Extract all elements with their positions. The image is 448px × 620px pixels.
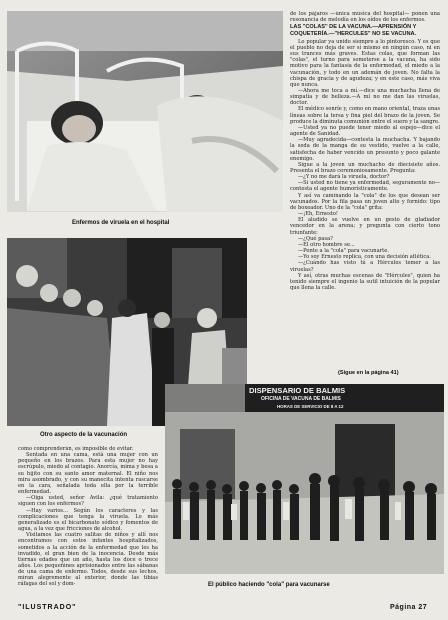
right-text-column [290,11,440,365]
sign-line-1: DISPENSARIO DE BALMIS [249,386,346,395]
paragraph: El médico sonríe y, como en mano oriental, traza unas líneas sobre la tersa y fina piel del brazo de la joven. Se produce la diminuta comunión entre el suero y la sangre. [290,106,440,125]
caption-hospital: Enfermos de viruela en el hospital [72,220,170,226]
paragraph: Lo popular ya unido siempre a lo pintoresco. Y es que el pueblo no deja de ser sí mismo en ningún caso, ni en sus trances más graves. Estas colas, que forman las "colas", el turno para someterse a la vacuna, ha sido motivo para la fantasía de la enfermedad, el miedo a la vacunación, y todo en un ademán de joven. No falta la chispa de gracia y de agudeza; y en este caso, más viva que nunca. [290,38,440,88]
paragraph: de los pájaros —única música del hospital— ponen una resonancia de melodía en los oídos de los enfermos. [290,11,440,24]
paragraph: El aludido se vuelve en un gesto de gladiador vencedor en la arena; y pregunta con cierto tono triunfante: [290,217,440,236]
paragraph: Sentada en una cama, está una mujer con un pequeño en los brazos. Para esta mujer no hay escrúpulo, miedo al contagio. Anorcía, mima y besa a su hijito con su santo amor maternal. El niño nos mira asombrado, y con su manecita intenta rascarse en la cara, señalada toda ella por la terrible enfermedad. [18,452,158,496]
photo-queue [165,384,444,574]
section-heading: LAS "COLAS" DE LA VACUNA.—APRENSIÓN Y COQUETERÍA.—"HERCULES" NO SE VACUNA. [290,24,417,37]
paragraph: —El otro hombre se... [298,241,355,248]
caption-vaccination: Otro aspecto de la vacunación [40,432,128,438]
paragraph: —¿Qué pasa? [298,235,333,242]
paragraph: —¡Eh, Ernesto! [298,211,338,218]
photo-hospital-patients [7,11,283,212]
paragraph: —¿Y no me dará la viruela, doctor? [298,174,390,181]
paragraph: —Yo soy Ernesto replica, con una decisión atlética. [298,254,431,261]
paragraph: —Ponte a la "cola" para vacunarte. [298,248,389,255]
paragraph: —¿Cuándo has visto tú a Hércules temer a las viruelas? [290,260,440,273]
paragraph: —Ahora me toca a mí.—dice una muchacha llena de simpatía y de belleza.—A mí no me dan las viruelas, doctor. [290,87,440,107]
paragraph: Y así, otras muchas escenas de "Hércules", quien ha tenido siempre el ingenio la sutil intuición de la popular que llena la calle. [290,272,440,291]
footer-page-number: Página 27 [390,604,428,611]
paragraph: Visitamos las cuatro salitas de niños y allí nos encontramos con estos infantes hospitalizados, sometidos a la acción de la enfermedad que les ha invadido, el gran bien de la inocencia. Desde más tiernas edades que un año, hasta los doce o trece años. Los pequeñines aprisionados entre las sábanas de una cama de enfermo. Todos, desde sus lechos, miran alegremente al exterior, donde las tibias ráfagas del sol y dom- [18,532,158,588]
paragraph: —Oiga usted, señor Avila: ¿qué tratamiento siguen con los enfermos? [18,495,158,508]
left-text-column [18,446,158,598]
paragraph: Sigue a la joven un muchacho de diecisiete años. Presenta el brazo ceremoniosamente. Pregunta: [290,161,440,174]
paragraph: —Hay varios... Según los caracteres y las complicaciones que tenga la viruela. Lo más generalizado es el bicarbonato sódico y fomentos de agua, a la vez que fricciones de alcohol. [18,507,158,533]
hospital-photo-image [7,11,283,212]
paragraph: —Muy agradecida—contesta la muchacha. Y bajando la seda de la manga de su vestido, vuelve a la calle, satisfecha de haber vencido un presunto y poco galante enemigo. [290,137,440,162]
sign-line-3: HORAS DE SERVICIO DE 8 A 12 [277,404,344,409]
continued-note: (Sigue en la página 41) [338,370,399,376]
queue-photo-image [165,384,444,574]
paragraph: —Si usted no tiene ya enfermedad, seguramente no—contesta el agente humorísticamente. [290,180,440,193]
sign-line-2: OFICINA DE VACUNA DE BALMIS [261,396,341,402]
paragraph: Y así va caminando la "cola" de los que desean ser vacunados. Por la fila pasa un joven alto y fornido: tipo de boxeador. Uno de la "cola" grita: [290,192,440,211]
paragraph: —Usted ya no puede tener miedo al espejo—dice el agente de Sanidad. [290,124,440,138]
paragraph: como comprenderán, es imposible de evitar. [18,446,134,452]
footer-magazine-name: "ILUSTRADO" [18,604,77,611]
caption-queue: El público haciendo "cola" para vacunarse [208,582,330,588]
